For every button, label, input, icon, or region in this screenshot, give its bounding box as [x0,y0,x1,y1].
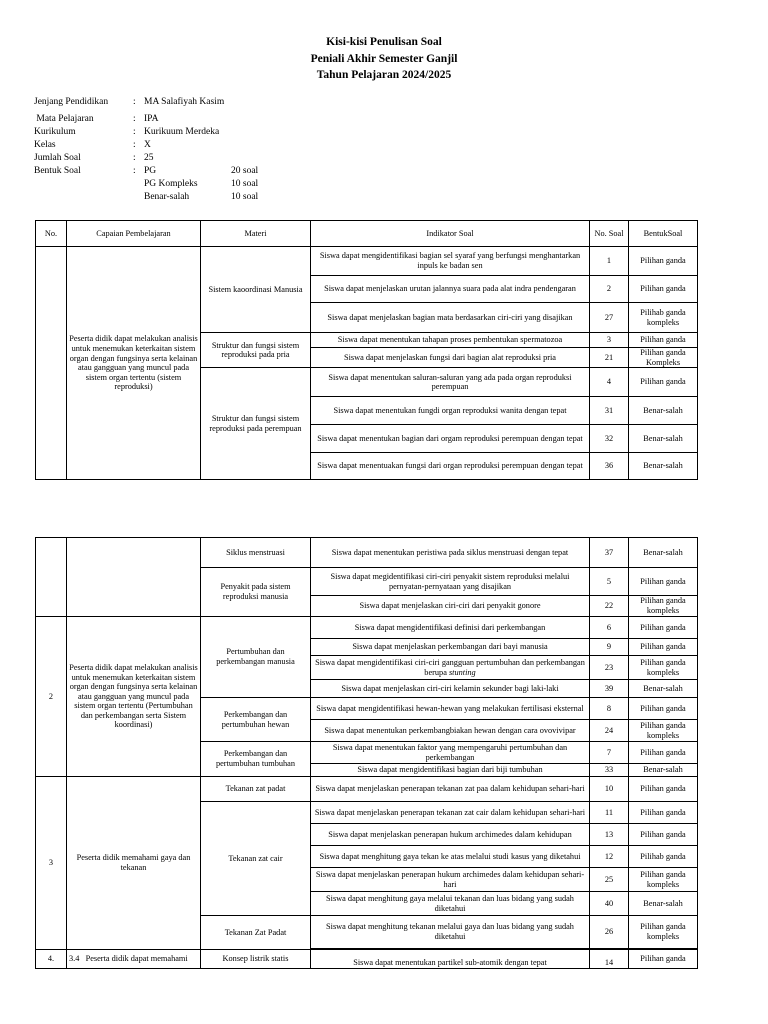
no-soal-cell: 32 [590,425,629,453]
indikator-cell: Siswa dapat menghitung tekanan melalui gaya dan luas bidang yang sudah diketahui [311,916,590,949]
capaian-cell: Peserta didik dapat melakukan analisis untuk menemukan keterkaitan sistem organ dengan fungsinya serta kelainan atau gangguan yang muncul pada sistem organ tertentu (Pertumbuhan dan perkembangan serta Sistem koordinasi) [67,617,201,777]
info-count: 20 soal [231,166,259,176]
no-soal-cell: 14 [590,950,629,969]
col-header-indikator: Indikator Soal [311,221,590,247]
no-soal-cell: 9 [590,639,629,656]
bentuk-cell: Pilihab ganda kompleks [629,303,698,333]
indikator-text: Siswa dapat mengidentifikasi ciri-ciri gangguan pertumbuhan dan perkembangan berupa [315,657,585,677]
no-soal-cell: 25 [590,868,629,892]
bentuk-cell: Benar-salah [629,453,698,480]
bentuk-cell: Benar-salah [629,397,698,425]
indikator-cell: Siswa dapat mengidentifikasi hewan-hewan yang melakukan fertilisasi eksternal [311,698,590,720]
bentuk-cell: Benar-salah [629,680,698,698]
bentuk-cell: Pilihan ganda [629,276,698,303]
indikator-cell: Siswa dapat menghitung gaya melalui tekanan dan luas bidang yang sudah diketahui [311,892,590,916]
capaian-cell [67,538,201,617]
info-row [34,96,311,109]
indikator-cell: Siswa dapat menentukan peristiwa pada siklus menstruasi dengan tepat [311,538,590,568]
capaian-cell: Peserta didik memahami gaya dan tekanan [67,777,201,950]
bentuk-cell: Pilihan ganda kompleks [629,656,698,680]
materi-cell: Tekanan Zat Padat [201,916,311,950]
info-count: 10 soal [231,179,259,189]
row-number [36,538,67,617]
bentuk-cell: Pilihan ganda [629,698,698,720]
table-row [36,247,698,276]
no-soal-cell: 13 [590,824,629,846]
bentuk-cell: Pilihan ganda kompleks [629,868,698,892]
info-label: Jumlah Soal [34,153,81,163]
row-number: 3 [36,777,67,950]
indikator-cell: Siswa dapat menentuakan fungsi dari organ reproduksi perempuan dengan tepat [311,453,590,480]
info-row [34,113,311,126]
indikator-cell: Siswa dapat menjelaskan ciri-ciri kelamin sekunder bagi laki-laki [311,680,590,698]
col-header-bentuk: BentukSoal [629,221,698,247]
row-number: 2 [36,617,67,777]
materi-cell: Siklus menstruasi [201,538,311,568]
table-header-row [36,221,698,247]
materi-cell: Pertumbuhan dan perkembangan manusia [201,617,311,698]
materi-cell: Sistem kaoordinasi Manusia [201,247,311,333]
info-row [34,191,311,204]
indikator-cell: Siswa dapat menjelaskan fungsi dari bagian alat reproduksi pria [311,348,590,368]
info-value: 25 [144,153,154,163]
bentuk-cell: Benar-salah [629,892,698,916]
bentuk-cell: Pilihab ganda [629,846,698,868]
indikator-cell [311,656,590,680]
table-row [36,617,698,639]
doc-title-3: Tahun Pelajaran 2024/2025 [316,69,452,81]
no-soal-cell: 39 [590,680,629,698]
bentuk-cell: Pilihan ganda [629,333,698,348]
info-label: Bentuk Soal [34,166,81,176]
materi-cell: Tekanan zat padat [201,777,311,802]
bentuk-cell: Pilihan ganda [629,950,698,969]
info-colon [133,191,144,204]
no-soal-cell: 23 [590,656,629,680]
bentuk-cell: Pilihan ganda [629,777,698,802]
kisi-table-1 [35,220,698,480]
materi-cell: Tekanan zat cair [201,802,311,916]
bentuk-cell: Pilihan ganda kompleks [629,720,698,742]
indikator-cell: Siswa dapat menjelaskan bagian mata berdasarkan ciri-ciri yang disajikan [311,303,590,333]
info-value: IPA [144,114,159,124]
no-soal-cell: 22 [590,596,629,617]
indikator-cell: Siswa dapat mengidentifikasi bagian dari biji tumbuhan [311,764,590,777]
bentuk-cell: Benar-salah [629,764,698,777]
bentuk-cell: Pilihan ganda [629,617,698,639]
no-soal-cell: 11 [590,802,629,824]
bentuk-cell: Pilihan ganda kompleks [629,916,698,949]
info-label: Kurikulum [34,127,76,137]
info-value: X [144,140,151,150]
info-colon: : [133,114,136,124]
materi-cell: Penyakit pada sistem reproduksi manusia [201,568,311,617]
info-block [34,96,311,204]
table-row [36,777,698,802]
indikator-cell: Siswa dapat menjelaskan ciri-ciri dari penyakit gonore [311,596,590,617]
col-header-capaian: Capaian Pembelajaran [67,221,201,247]
bentuk-cell: Benar-salah [629,538,698,568]
indikator-cell: Siswa dapat menghitung gaya tekan ke atas melalui studi kasus yang diketahui [311,846,590,868]
row-number: 4. [36,950,67,969]
no-soal-cell: 24 [590,720,629,742]
bentuk-cell: Pilihan ganda [629,802,698,824]
info-row [34,126,311,139]
info-colon: : [133,140,136,150]
materi-cell: Struktur dan fungsi sistem reproduksi pada pria [201,333,311,368]
table-row [36,538,698,568]
no-soal-cell: 31 [590,397,629,425]
info-value: PG [144,166,157,176]
no-soal-cell: 21 [590,348,629,368]
no-soal-cell: 1 [590,247,629,276]
no-soal-cell: 4 [590,368,629,397]
info-row [34,165,311,178]
indikator-cell: Siswa dapat menjelaskan penerapan hukum archimedes dalam kehidupan sehari-hari [311,868,590,892]
info-label [34,178,133,191]
no-soal-cell: 33 [590,764,629,777]
col-header-no-soal: No. Soal [590,221,629,247]
bentuk-cell: Pilihan ganda [629,639,698,656]
col-header-materi: Materi [201,221,311,247]
info-value: Kurikuum Merdeka [144,127,220,137]
indikator-cell: Siswa dapat menjelaskan penerapan tekanan zat paa dalam kehidupan sehari-hari [311,777,590,802]
indikator-cell: Siswa dapat megidentifikasi ciri-ciri penyakit sistem reproduksi melalui pernyatan-pernyataan yang disajikan [311,568,590,596]
no-soal-cell: 6 [590,617,629,639]
indikator-cell: Siswa dapat menentukan perkembangbiakan hewan dengan cara ovovivipar [311,720,590,742]
col-header-no: No. [36,221,67,247]
bentuk-cell: Pilihan ganda [629,742,698,764]
info-colon: : [133,166,136,176]
no-soal-cell: 7 [590,742,629,764]
no-soal-cell: 8 [590,698,629,720]
kisi-table-2 [35,537,698,969]
indikator-cell: Siswa dapat menentukan bagian dari orgam reproduksi perempuan dengan tepat [311,425,590,453]
bentuk-cell: Pilihan ganda [629,568,698,596]
info-label [34,191,133,204]
no-soal-cell: 37 [590,538,629,568]
row-number [36,247,67,480]
materi-cell: Konsep listrik statis [201,950,311,969]
indikator-cell: Siswa dapat menentukan faktor yang mempengaruhi pertumbuhan dan perkembangan [311,742,590,764]
table-row [36,950,698,969]
bentuk-cell: Pilihan ganda [629,247,698,276]
indikator-cell: Siswa dapat mengidentifikasi bagian sel syaraf yang berfungsi menghantarkan inpuls ke badan sen [311,247,590,276]
info-colon [133,178,144,191]
no-soal-cell: 5 [590,568,629,596]
info-colon: : [133,97,136,107]
indikator-cell: Siswa dapat menjelaskan penerapan tekanan zat cair dalam kehidupan sehari-hari [311,802,590,824]
bentuk-cell: Pilihan ganda Kompleks [629,348,698,368]
bentuk-cell: Pilihan ganda kompleks [629,596,698,617]
info-count: 10 soal [231,192,259,202]
info-row [34,178,311,191]
bentuk-cell: Benar-salah [629,425,698,453]
info-row [34,152,311,165]
info-label: Jenjang Pendidikan [34,97,109,107]
indikator-cell: Siswa dapat mengidentifikasi definisi dari perkembangan [311,617,590,639]
doc-title-1: Kisi-kisi Penulisan Soal [326,36,442,48]
indikator-italic: stunting [448,667,476,677]
no-soal-cell: 3 [590,333,629,348]
no-soal-cell: 12 [590,846,629,868]
indikator-cell: Siswa dapat menentukan partikel sub-atomik dengan tepat [311,950,590,969]
materi-cell: Struktur dan fungsi sistem reproduksi pada perempuan [201,368,311,480]
info-label: Kelas [34,140,56,150]
doc-title-2: Peniali Akhir Semester Ganjil [310,53,458,65]
info-value: Benar-salah [144,192,190,202]
capaian-cell: 3.4 Peserta didik dapat memahami [67,950,201,969]
capaian-cell: Peserta didik dapat melakukan analisis untuk menemukan keterkaitan sistem organ dengan fungsinya serta kelainan atau gangguan yang muncul pada sistem organ tertentu (sistem reproduksi) [67,247,201,480]
indikator-cell: Siswa dapat menentukan fungdi organ reproduksi wanita dengan tepat [311,397,590,425]
no-soal-cell: 10 [590,777,629,802]
bentuk-cell: Pilihan ganda [629,368,698,397]
bentuk-cell: Pilihan ganda [629,824,698,846]
info-value: PG Kompleks [144,179,198,189]
info-colon: : [133,153,136,163]
info-label: Mata Pelajaran [34,114,94,124]
indikator-cell: Siswa dapat menentukan tahapan proses pembentukan spermatozoa [311,333,590,348]
no-soal-cell: 27 [590,303,629,333]
indikator-cell: Siswa dapat menentukan saluran-saluran yang ada pada organ reproduksi perempuan [311,368,590,397]
indikator-cell: Siswa dapat menjelaskan penerapan hukum archimedes dalam kehidupan [311,824,590,846]
info-colon: : [133,127,136,137]
materi-cell: Perkembangan dan pertumbuhan hewan [201,698,311,742]
materi-cell: Perkembangan dan pertumbuhan tumbuhan [201,742,311,777]
info-row [34,139,311,152]
no-soal-cell: 26 [590,916,629,949]
no-soal-cell: 2 [590,276,629,303]
indikator-cell: Siswa dapat menjelaskan perkembangan dari bayi manusia [311,639,590,656]
no-soal-cell: 40 [590,892,629,916]
no-soal-cell: 36 [590,453,629,480]
info-value: MA Salafiyah Kasim [144,97,225,107]
indikator-cell: Siswa dapat menjelaskan urutan jalannya suara pada alat indra pendengaran [311,276,590,303]
